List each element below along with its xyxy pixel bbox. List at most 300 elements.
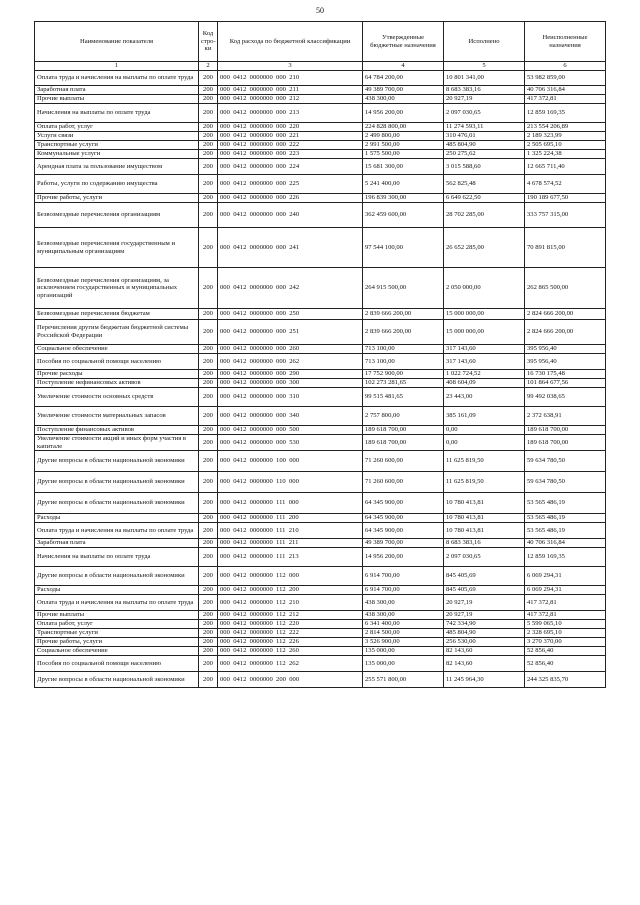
row-approved-cell: 5 241 400,00 <box>363 175 444 194</box>
row-budget-code-cell: 000 0412 0000000 000 210 <box>218 71 363 86</box>
row-unexecuted-cell: 2 824 666 200,00 <box>525 309 606 320</box>
row-budget-code-cell: 000 0412 0000000 000 240 <box>218 203 363 228</box>
row-budget-code-cell: 000 0412 0000000 000 222 <box>218 141 363 150</box>
row-name-cell: Социальное обеспечение <box>35 647 199 656</box>
row-executed-cell: 20 927,19 <box>444 595 525 611</box>
row-executed-cell: 0,00 <box>444 435 525 451</box>
row-line-code-cell: 200 <box>199 86 218 95</box>
row-line-code-cell: 200 <box>199 611 218 620</box>
row-approved-cell: 2 839 666 200,00 <box>363 320 444 345</box>
row-approved-cell: 71 260 600,00 <box>363 472 444 493</box>
row-name-cell: Оплата труда и начисления на выплаты по оплате труда <box>35 595 199 611</box>
row-unexecuted-cell: 52 856,40 <box>525 656 606 672</box>
row-line-code-cell: 200 <box>199 345 218 354</box>
table-header-row <box>35 22 606 62</box>
row-approved-cell: 49 389 700,00 <box>363 539 444 548</box>
row-line-code-cell: 200 <box>199 672 218 688</box>
row-budget-code-cell: 000 0412 0000000 000 220 <box>218 123 363 132</box>
row-approved-cell: 15 681 300,00 <box>363 159 444 175</box>
row-executed-cell: 8 683 383,16 <box>444 539 525 548</box>
row-executed-cell: 256 530,00 <box>444 638 525 647</box>
row-name-cell: Поступление нефинансовых активов <box>35 379 199 388</box>
row-unexecuted-cell: 59 634 780,50 <box>525 451 606 472</box>
row-approved-cell: 362 459 600,00 <box>363 203 444 228</box>
row-line-code-cell: 200 <box>199 629 218 638</box>
table-row <box>35 539 606 548</box>
row-approved-cell: 14 956 200,00 <box>363 104 444 123</box>
row-line-code-cell: 200 <box>199 595 218 611</box>
table-row <box>35 104 606 123</box>
table-row <box>35 493 606 514</box>
row-approved-cell: 64 784 200,00 <box>363 71 444 86</box>
column-number: 4 <box>363 62 444 71</box>
row-unexecuted-cell: 417 372,81 <box>525 95 606 104</box>
row-budget-code-cell: 000 0412 0000000 000 262 <box>218 354 363 370</box>
row-executed-cell: 82 143,60 <box>444 656 525 672</box>
row-line-code-cell: 200 <box>199 493 218 514</box>
row-approved-cell: 102 273 281,65 <box>363 379 444 388</box>
table-row <box>35 123 606 132</box>
column-number: 5 <box>444 62 525 71</box>
row-name-cell: Прочие выплаты <box>35 95 199 104</box>
row-budget-code-cell: 000 0412 0000000 000 223 <box>218 150 363 159</box>
row-unexecuted-cell: 99 492 038,65 <box>525 388 606 407</box>
row-unexecuted-cell: 5 599 065,10 <box>525 620 606 629</box>
row-executed-cell: 562 825,48 <box>444 175 525 194</box>
row-executed-cell: 11 274 593,11 <box>444 123 525 132</box>
row-unexecuted-cell: 395 956,40 <box>525 345 606 354</box>
table-row <box>35 548 606 567</box>
row-name-cell: Перечисления другим бюджетам бюджетной системы Российской Федерации <box>35 320 199 345</box>
row-unexecuted-cell: 40 706 316,84 <box>525 539 606 548</box>
table-row <box>35 514 606 523</box>
row-executed-cell: 15 000 000,00 <box>444 309 525 320</box>
table-row <box>35 309 606 320</box>
row-line-code-cell: 200 <box>199 379 218 388</box>
row-approved-cell: 264 915 500,00 <box>363 268 444 309</box>
row-name-cell: Оплата труда и начисления на выплаты по оплате труда <box>35 523 199 539</box>
row-name-cell: Пособия по социальной помощи населению <box>35 656 199 672</box>
row-budget-code-cell: 000 0412 0000000 111 210 <box>218 523 363 539</box>
row-line-code-cell: 200 <box>199 407 218 426</box>
row-executed-cell: 6 649 622,50 <box>444 194 525 203</box>
row-approved-cell: 2 991 500,00 <box>363 141 444 150</box>
table-row <box>35 567 606 586</box>
row-line-code-cell: 200 <box>199 638 218 647</box>
row-executed-cell: 2 097 030,65 <box>444 548 525 567</box>
row-executed-cell: 82 143,60 <box>444 647 525 656</box>
row-approved-cell: 97 544 100,00 <box>363 228 444 268</box>
column-header-approved: Утвержденные бюджетные назначения <box>363 22 444 62</box>
table-row <box>35 194 606 203</box>
row-executed-cell: 10 801 341,00 <box>444 71 525 86</box>
row-name-cell: Другие вопросы в области национальной экономики <box>35 567 199 586</box>
row-line-code-cell: 200 <box>199 435 218 451</box>
row-line-code-cell: 200 <box>199 647 218 656</box>
row-budget-code-cell: 000 0412 0000000 000 530 <box>218 435 363 451</box>
table-row <box>35 320 606 345</box>
row-line-code-cell: 200 <box>199 150 218 159</box>
row-budget-code-cell: 000 0412 0000000 000 211 <box>218 86 363 95</box>
table-row <box>35 523 606 539</box>
row-unexecuted-cell: 333 757 315,00 <box>525 203 606 228</box>
row-budget-code-cell: 000 0412 0000000 112 200 <box>218 586 363 595</box>
row-name-cell: Другие вопросы в области национальной экономики <box>35 672 199 688</box>
budget-execution-table <box>34 21 606 688</box>
row-unexecuted-cell: 12 859 169,35 <box>525 104 606 123</box>
row-line-code-cell: 200 <box>199 620 218 629</box>
row-executed-cell: 250 275,62 <box>444 150 525 159</box>
row-name-cell: Другие вопросы в области национальной экономики <box>35 493 199 514</box>
row-line-code-cell: 200 <box>199 309 218 320</box>
row-unexecuted-cell: 16 730 175,48 <box>525 370 606 379</box>
row-executed-cell: 11 245 964,30 <box>444 672 525 688</box>
table-row <box>35 345 606 354</box>
row-approved-cell: 713 100,00 <box>363 345 444 354</box>
row-executed-cell: 10 780 413,81 <box>444 514 525 523</box>
row-approved-cell: 2 499 800,00 <box>363 132 444 141</box>
row-unexecuted-cell: 6 069 294,31 <box>525 567 606 586</box>
row-name-cell: Заработная плата <box>35 539 199 548</box>
row-line-code-cell: 200 <box>199 523 218 539</box>
row-unexecuted-cell: 395 956,40 <box>525 354 606 370</box>
row-name-cell: Прочие выплаты <box>35 611 199 620</box>
row-line-code-cell: 200 <box>199 104 218 123</box>
row-line-code-cell: 200 <box>199 228 218 268</box>
row-unexecuted-cell: 2 328 695,10 <box>525 629 606 638</box>
table-row <box>35 672 606 688</box>
table-row <box>35 388 606 407</box>
row-line-code-cell: 200 <box>199 194 218 203</box>
row-budget-code-cell: 000 0412 0000000 112 210 <box>218 595 363 611</box>
row-budget-code-cell: 000 0412 0000000 000 212 <box>218 95 363 104</box>
row-unexecuted-cell: 1 325 224,38 <box>525 150 606 159</box>
table-row <box>35 656 606 672</box>
table-row <box>35 175 606 194</box>
row-line-code-cell: 200 <box>199 451 218 472</box>
row-unexecuted-cell: 70 891 815,00 <box>525 228 606 268</box>
row-approved-cell: 135 000,00 <box>363 656 444 672</box>
row-approved-cell: 224 828 800,00 <box>363 123 444 132</box>
row-executed-cell: 485 804,90 <box>444 141 525 150</box>
row-budget-code-cell: 000 0412 0000000 000 290 <box>218 370 363 379</box>
row-unexecuted-cell: 262 865 500,00 <box>525 268 606 309</box>
row-executed-cell: 10 780 413,81 <box>444 493 525 514</box>
column-number: 2 <box>199 62 218 71</box>
table-row <box>35 586 606 595</box>
table-row <box>35 71 606 86</box>
table-row <box>35 611 606 620</box>
row-name-cell: Работы, услуги по содержанию имущества <box>35 175 199 194</box>
row-budget-code-cell: 000 0412 0000000 112 226 <box>218 638 363 647</box>
table-row <box>35 95 606 104</box>
row-approved-cell: 713 100,00 <box>363 354 444 370</box>
table-row <box>35 435 606 451</box>
row-budget-code-cell: 000 0412 0000000 112 220 <box>218 620 363 629</box>
row-budget-code-cell: 000 0412 0000000 000 226 <box>218 194 363 203</box>
row-approved-cell: 99 515 481,65 <box>363 388 444 407</box>
row-unexecuted-cell: 59 634 780,50 <box>525 472 606 493</box>
table-body <box>35 71 606 688</box>
row-name-cell: Прочие расходы <box>35 370 199 379</box>
row-approved-cell: 14 956 200,00 <box>363 548 444 567</box>
row-approved-cell: 6 914 700,00 <box>363 586 444 595</box>
table-row <box>35 132 606 141</box>
row-executed-cell: 2 050 000,00 <box>444 268 525 309</box>
column-number-row <box>35 62 606 71</box>
row-budget-code-cell: 000 0412 0000000 100 000 <box>218 451 363 472</box>
row-approved-cell: 255 571 800,00 <box>363 672 444 688</box>
row-budget-code-cell: 000 0412 0000000 000 241 <box>218 228 363 268</box>
row-unexecuted-cell: 189 618 700,00 <box>525 435 606 451</box>
row-executed-cell: 28 702 285,00 <box>444 203 525 228</box>
row-line-code-cell: 200 <box>199 548 218 567</box>
row-executed-cell: 385 161,09 <box>444 407 525 426</box>
row-unexecuted-cell: 53 565 486,19 <box>525 514 606 523</box>
row-executed-cell: 0,00 <box>444 426 525 435</box>
table-row <box>35 472 606 493</box>
row-approved-cell: 6 914 700,00 <box>363 567 444 586</box>
row-executed-cell: 310 476,01 <box>444 132 525 141</box>
row-approved-cell: 438 300,00 <box>363 595 444 611</box>
row-executed-cell: 15 000 000,00 <box>444 320 525 345</box>
row-unexecuted-cell: 2 824 666 200,00 <box>525 320 606 345</box>
row-executed-cell: 26 652 285,00 <box>444 228 525 268</box>
row-name-cell: Коммунальные услуги <box>35 150 199 159</box>
row-approved-cell: 1 575 500,00 <box>363 150 444 159</box>
row-name-cell: Безвозмездные перечисления государственным и муниципальным организациям <box>35 228 199 268</box>
row-budget-code-cell: 000 0412 0000000 111 213 <box>218 548 363 567</box>
row-unexecuted-cell: 101 864 677,56 <box>525 379 606 388</box>
row-line-code-cell: 200 <box>199 514 218 523</box>
table-row <box>35 620 606 629</box>
row-budget-code-cell: 000 0412 0000000 112 262 <box>218 656 363 672</box>
row-unexecuted-cell: 2 505 695,10 <box>525 141 606 150</box>
row-line-code-cell: 200 <box>199 203 218 228</box>
row-approved-cell: 438 300,00 <box>363 95 444 104</box>
row-approved-cell: 189 618 700,00 <box>363 435 444 451</box>
table-row <box>35 407 606 426</box>
table-row <box>35 228 606 268</box>
row-approved-cell: 71 260 600,00 <box>363 451 444 472</box>
row-budget-code-cell: 000 0412 0000000 000 500 <box>218 426 363 435</box>
row-executed-cell: 742 334,90 <box>444 620 525 629</box>
table-row <box>35 203 606 228</box>
row-name-cell: Оплата труда и начисления на выплаты по оплате труда <box>35 71 199 86</box>
row-executed-cell: 845 405,69 <box>444 586 525 595</box>
row-name-cell: Безвозмездные перечисления организациям <box>35 203 199 228</box>
row-unexecuted-cell: 12 665 711,40 <box>525 159 606 175</box>
column-header-name: Наименование показателя <box>35 22 199 62</box>
row-unexecuted-cell: 53 565 486,19 <box>525 523 606 539</box>
row-name-cell: Увеличение стоимости основных средств <box>35 388 199 407</box>
row-line-code-cell: 200 <box>199 426 218 435</box>
row-budget-code-cell: 000 0412 0000000 000 251 <box>218 320 363 345</box>
row-approved-cell: 2 757 800,00 <box>363 407 444 426</box>
row-executed-cell: 20 927,19 <box>444 95 525 104</box>
row-budget-code-cell: 000 0412 0000000 112 260 <box>218 647 363 656</box>
row-unexecuted-cell: 244 325 835,70 <box>525 672 606 688</box>
row-line-code-cell: 200 <box>199 586 218 595</box>
row-unexecuted-cell: 53 565 486,19 <box>525 493 606 514</box>
row-executed-cell: 11 625 819,50 <box>444 472 525 493</box>
row-approved-cell: 438 300,00 <box>363 611 444 620</box>
row-approved-cell: 196 839 300,00 <box>363 194 444 203</box>
row-approved-cell: 2 839 666 200,00 <box>363 309 444 320</box>
row-budget-code-cell: 000 0412 0000000 111 000 <box>218 493 363 514</box>
row-executed-cell: 11 625 819,50 <box>444 451 525 472</box>
row-name-cell: Услуги связи <box>35 132 199 141</box>
row-budget-code-cell: 000 0412 0000000 110 000 <box>218 472 363 493</box>
row-name-cell: Безвозмездные перечисления бюджетам <box>35 309 199 320</box>
table-row <box>35 647 606 656</box>
row-budget-code-cell: 000 0412 0000000 000 250 <box>218 309 363 320</box>
table-row <box>35 629 606 638</box>
row-line-code-cell: 200 <box>199 268 218 309</box>
table-row <box>35 268 606 309</box>
row-unexecuted-cell: 53 982 859,00 <box>525 71 606 86</box>
row-line-code-cell: 200 <box>199 175 218 194</box>
row-line-code-cell: 200 <box>199 370 218 379</box>
row-executed-cell: 20 927,19 <box>444 611 525 620</box>
row-budget-code-cell: 000 0412 0000000 112 222 <box>218 629 363 638</box>
row-budget-code-cell: 000 0412 0000000 000 242 <box>218 268 363 309</box>
row-line-code-cell: 200 <box>199 141 218 150</box>
row-line-code-cell: 200 <box>199 472 218 493</box>
row-approved-cell: 64 345 900,00 <box>363 523 444 539</box>
row-name-cell: Пособия по социальной помощи населению <box>35 354 199 370</box>
row-executed-cell: 845 405,69 <box>444 567 525 586</box>
row-unexecuted-cell: 213 554 206,89 <box>525 123 606 132</box>
column-header-budget-code: Код расхода по бюджетной классификации <box>218 22 363 62</box>
row-budget-code-cell: 000 0412 0000000 111 200 <box>218 514 363 523</box>
row-unexecuted-cell: 417 372,81 <box>525 595 606 611</box>
row-approved-cell: 17 752 900,00 <box>363 370 444 379</box>
row-line-code-cell: 200 <box>199 656 218 672</box>
column-header-line-code: Код стро-ки <box>199 22 218 62</box>
row-executed-cell: 2 097 030,65 <box>444 104 525 123</box>
row-budget-code-cell: 000 0412 0000000 112 000 <box>218 567 363 586</box>
row-name-cell: Другие вопросы в области национальной экономики <box>35 451 199 472</box>
row-name-cell: Увеличение стоимости материальных запасов <box>35 407 199 426</box>
row-unexecuted-cell: 417 372,81 <box>525 611 606 620</box>
row-executed-cell: 317 143,60 <box>444 345 525 354</box>
row-approved-cell: 3 526 900,00 <box>363 638 444 647</box>
table-row <box>35 451 606 472</box>
row-unexecuted-cell: 12 859 169,35 <box>525 548 606 567</box>
row-line-code-cell: 200 <box>199 123 218 132</box>
table-row <box>35 370 606 379</box>
row-approved-cell: 49 389 700,00 <box>363 86 444 95</box>
row-budget-code-cell: 000 0412 0000000 000 300 <box>218 379 363 388</box>
row-budget-code-cell: 000 0412 0000000 000 224 <box>218 159 363 175</box>
row-line-code-cell: 200 <box>199 354 218 370</box>
row-budget-code-cell: 000 0412 0000000 200 000 <box>218 672 363 688</box>
row-approved-cell: 64 345 900,00 <box>363 514 444 523</box>
row-unexecuted-cell: 2 372 638,91 <box>525 407 606 426</box>
table-row <box>35 150 606 159</box>
row-approved-cell: 189 618 700,00 <box>363 426 444 435</box>
row-line-code-cell: 200 <box>199 159 218 175</box>
row-name-cell: Прочие работы, услуги <box>35 194 199 203</box>
row-executed-cell: 485 804,90 <box>444 629 525 638</box>
row-line-code-cell: 200 <box>199 71 218 86</box>
row-unexecuted-cell: 189 618 700,00 <box>525 426 606 435</box>
row-budget-code-cell: 000 0412 0000000 000 225 <box>218 175 363 194</box>
row-budget-code-cell: 000 0412 0000000 000 260 <box>218 345 363 354</box>
page-number: 50 <box>316 6 324 15</box>
row-executed-cell: 10 780 413,81 <box>444 523 525 539</box>
row-name-cell: Прочие работы, услуги <box>35 638 199 647</box>
row-executed-cell: 3 015 588,60 <box>444 159 525 175</box>
row-budget-code-cell: 000 0412 0000000 000 213 <box>218 104 363 123</box>
column-header-unexecuted: Неисполненные назначения <box>525 22 606 62</box>
row-budget-code-cell: 000 0412 0000000 111 211 <box>218 539 363 548</box>
row-unexecuted-cell: 4 678 574,52 <box>525 175 606 194</box>
row-unexecuted-cell: 2 189 323,99 <box>525 132 606 141</box>
row-name-cell: Расходы <box>35 586 199 595</box>
table-row <box>35 595 606 611</box>
row-name-cell: Транспортные услуги <box>35 141 199 150</box>
row-budget-code-cell: 000 0412 0000000 000 310 <box>218 388 363 407</box>
row-budget-code-cell: 000 0412 0000000 000 221 <box>218 132 363 141</box>
column-number: 3 <box>218 62 363 71</box>
row-line-code-cell: 200 <box>199 567 218 586</box>
table-row <box>35 141 606 150</box>
table-row <box>35 638 606 647</box>
row-line-code-cell: 200 <box>199 539 218 548</box>
table-row <box>35 426 606 435</box>
table-row <box>35 379 606 388</box>
row-name-cell: Другие вопросы в области национальной экономики <box>35 472 199 493</box>
row-line-code-cell: 200 <box>199 388 218 407</box>
row-line-code-cell: 200 <box>199 132 218 141</box>
row-name-cell: Транспортные услуги <box>35 629 199 638</box>
row-unexecuted-cell: 52 856,40 <box>525 647 606 656</box>
row-name-cell: Арендная плата за пользование имуществом <box>35 159 199 175</box>
row-approved-cell: 135 000,00 <box>363 647 444 656</box>
row-executed-cell: 1 022 724,52 <box>444 370 525 379</box>
row-name-cell: Увеличение стоимости акций и иных форм участия в капитале <box>35 435 199 451</box>
row-executed-cell: 408 604,09 <box>444 379 525 388</box>
table-row <box>35 354 606 370</box>
row-name-cell: Безвозмездные перечисления организациям, за исключением государственных и муниципальных организаций <box>35 268 199 309</box>
column-header-executed: Исполнено <box>444 22 525 62</box>
row-name-cell: Начисления на выплаты по оплате труда <box>35 548 199 567</box>
row-name-cell: Оплата работ, услуг <box>35 620 199 629</box>
row-unexecuted-cell: 40 706 316,84 <box>525 86 606 95</box>
row-line-code-cell: 200 <box>199 95 218 104</box>
row-name-cell: Оплата работ, услуг <box>35 123 199 132</box>
row-executed-cell: 23 443,00 <box>444 388 525 407</box>
row-name-cell: Начисления на выплаты по оплате труда <box>35 104 199 123</box>
row-executed-cell: 317 143,60 <box>444 354 525 370</box>
row-name-cell: Заработная плата <box>35 86 199 95</box>
row-unexecuted-cell: 6 069 294,31 <box>525 586 606 595</box>
row-executed-cell: 8 683 383,16 <box>444 86 525 95</box>
row-approved-cell: 64 345 900,00 <box>363 493 444 514</box>
row-unexecuted-cell: 3 270 370,00 <box>525 638 606 647</box>
table-row <box>35 159 606 175</box>
row-name-cell: Расходы <box>35 514 199 523</box>
row-budget-code-cell: 000 0412 0000000 112 212 <box>218 611 363 620</box>
row-name-cell: Социальное обеспечение <box>35 345 199 354</box>
column-number: 6 <box>525 62 606 71</box>
row-approved-cell: 6 341 400,00 <box>363 620 444 629</box>
table-row <box>35 86 606 95</box>
row-budget-code-cell: 000 0412 0000000 000 340 <box>218 407 363 426</box>
row-approved-cell: 2 814 500,00 <box>363 629 444 638</box>
